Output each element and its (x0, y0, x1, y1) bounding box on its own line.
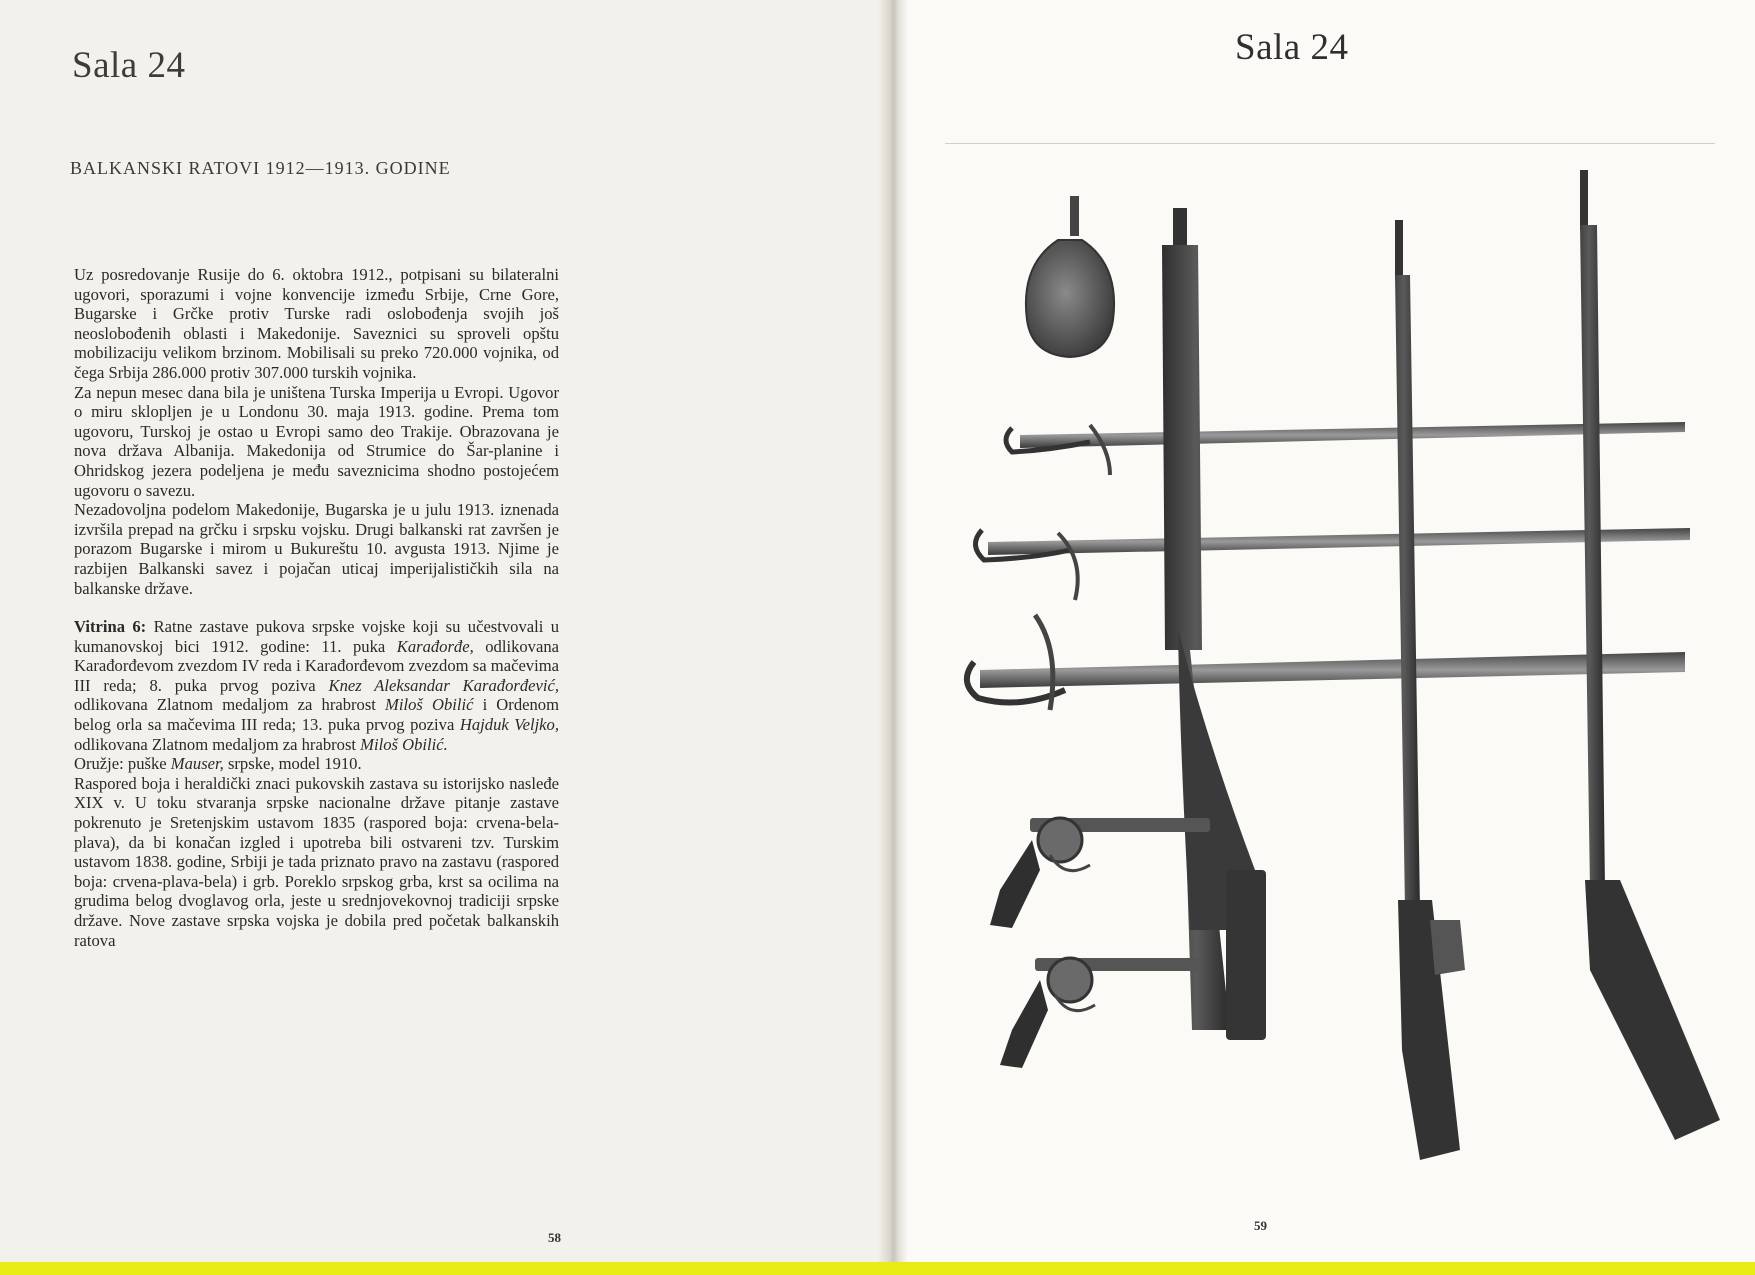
page-number: 59 (1254, 1218, 1267, 1233)
page-heading: Sala 24 (72, 45, 186, 86)
italic-run: Mauser, (170, 754, 224, 774)
revolver-icon (1000, 958, 1200, 1068)
text-run: i Ordenom belog orla sa mačevima III reda; 13. puka prvog poziva (74, 695, 559, 735)
section-title: BALKANSKI RATOVI 1912—1913. GODINE (70, 158, 451, 178)
text-run: odlikovana Zlatnom medaljom za hrabrost (74, 734, 357, 754)
italic-run: Miloš Obilić. (360, 734, 448, 754)
vitrina-paragraph (74, 617, 559, 754)
text-run: odlikovana Karađorđevom zvezdom IV reda i Karađorđevom zvezdom sa mačevima III reda; 8. puka prvog poziva (74, 636, 559, 695)
rifle-icon (1387, 220, 1465, 1160)
text-run: Oružje: puške (74, 754, 167, 774)
scan-edge-strip (0, 1262, 1755, 1275)
weapons-photo (940, 150, 1730, 1200)
paragraph: Nezadovoljna podelom Makedonije, Bugarska je u julu 1913. iznenada izvršila prepad na grčku i srpsku vojsku. Drugi balkanski rat završen je porazom Bugarske i mirom u Bukureštu 10. avgusta 1913. Njime je razbijen Balkanski savez i pojačan uticaj imperijalističkih sila na balkanske države. (74, 500, 559, 598)
text-run: srpske, model 1910. (227, 754, 362, 774)
italic-run: Knez Aleksandar Karađorđević, (328, 675, 559, 695)
text-run: odlikovana Zlatnom medaljom za hrabrost (74, 695, 376, 715)
page-heading: Sala 24 (1235, 27, 1349, 68)
italic-run: Hajduk Veljko, (459, 715, 559, 735)
vitrina-label: Vitrina 6: (74, 617, 147, 637)
revolver-icon (990, 818, 1210, 928)
italic-run: Karađorđe, (396, 636, 474, 656)
rifle-icon (1162, 208, 1266, 1040)
powder-flask-icon (1026, 196, 1114, 357)
text-run: Ratne zastave pukova srpske vojske koji su učestvovali u kumanovskoj bici 1912. godine: 11. puka (74, 617, 560, 656)
book-spine (878, 0, 908, 1262)
paragraph: Za nepun mesec dana bila je uništena Turska Imperija u Evropi. Ugovor o miru sklopljen je u Londonu 30. maja 1913. godine. Prema tom ugovoru, Turskoj je ostao u Evropi samo deo Trakije. Obrazovana je nova država Albanija. Makedonija od Strumice do Šar-planine i Ohridskog jezera podeljena je među saveznicima shodno postojećem ugovoru o savezu. (74, 382, 559, 500)
sabre-icon (975, 528, 1690, 600)
sabre-icon (967, 615, 1685, 710)
paragraph: Raspored boja i heraldički znaci pukovskih zastava su istorijsko nasleđe XIX v. U toku stvaranja srpske nacionalne države pitanje zastave pokrenuto je Sretenjskim ustavom 1835 (raspored boja: crvena-bela-plava), da bi konačan izgled i upotreba bili ostvareni tzv. Turskim ustavom 1838. godine, Srbiji je tada priznato pravo na zastavu (raspored boja: crvena-plava-bela) i grb. Poreklo srpskog grba, krst sa ocilima na grudima belog dvoglavog orla, jeste u srednjovekovnoj tradiciji srpske države. Nove zastave srpska vojska je dobila pred početak balkanskih ratova (74, 773, 559, 950)
body-text (74, 265, 559, 950)
paragraph: Uz posredovanje Rusije do 6. oktobra 1912., potpisani su bilateralni ugovori, sporazumi i vojne konvencije između Srbije, Crne Gore, Bugarske i Grčke protiv Turske radi oslobođenja svojih još neoslobođenih oblasti i Makedonije. Saveznici su sproveli opštu mobilizaciju velikom brzinom. Mobilisali su preko 720.000 vojnika, od čega Srbija 286.000 protiv 307.000 turskih vojnika. (74, 265, 559, 382)
page-number: 58 (548, 1230, 561, 1245)
oruzje-paragraph (74, 754, 559, 774)
italic-run: Miloš Obilić (385, 695, 474, 715)
divider (945, 143, 1715, 144)
